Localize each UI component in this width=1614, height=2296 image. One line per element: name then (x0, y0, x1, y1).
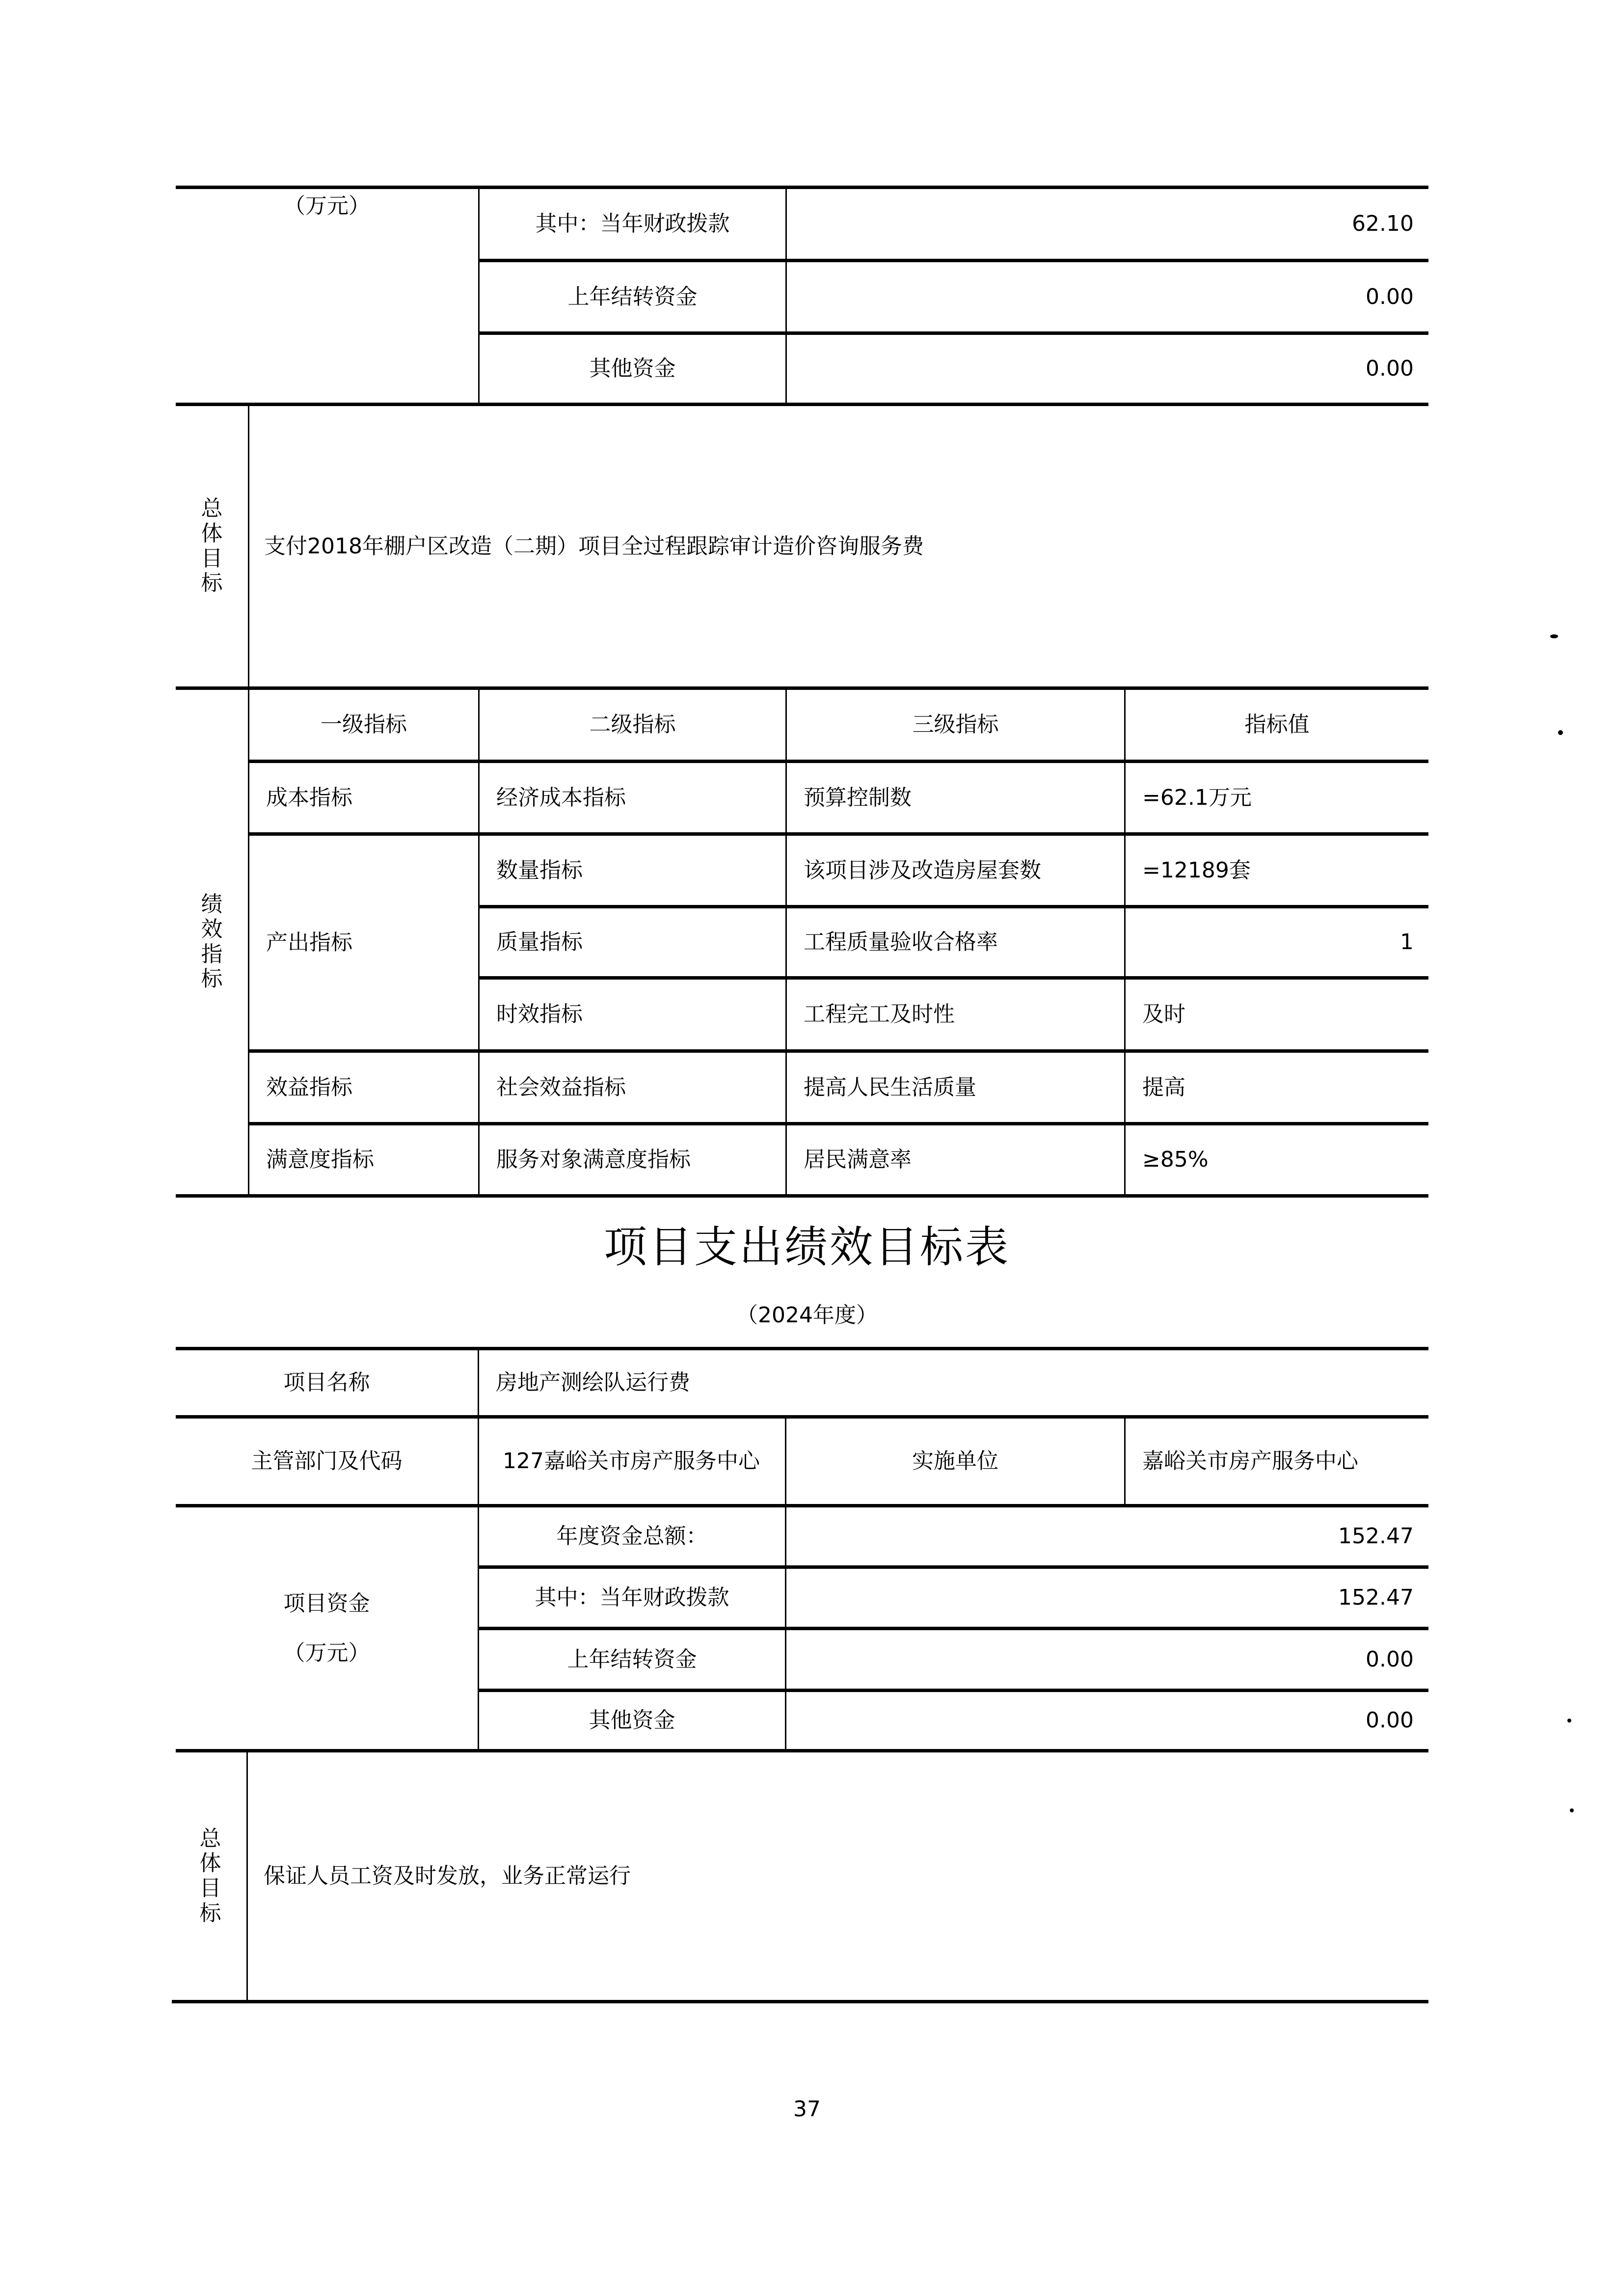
label-char: 标 (201, 571, 223, 596)
rule (479, 331, 1428, 335)
rule (248, 1049, 1428, 1053)
rule (479, 1627, 1428, 1630)
funds-row-label: 其他资金 (589, 1708, 675, 1733)
indicator-level3: 工程质量验收合格率 (804, 929, 998, 955)
indicator-level1: 产出指标 (266, 929, 352, 955)
document-title: 项目支出绩效目标表 (603, 1222, 1010, 1272)
page-number: 37 (793, 2097, 821, 2122)
label-char: 目 (199, 1876, 221, 1901)
funds-row-label: 年度资金总额： (556, 1524, 708, 1549)
funds-row-label: 上年结转资金 (567, 284, 698, 309)
indicator-level2: 数量指标 (496, 857, 583, 883)
label-char: 标 (199, 1900, 221, 1926)
indicator-level3: 该项目涉及改造房屋套数 (804, 857, 1041, 883)
dept-label: 主管部门及代码 (251, 1449, 403, 1474)
overall-goal-text: 支付2018年棚户区改造（二期）项目全过程跟踪审计造价咨询服务费 (264, 533, 924, 559)
scan-speck (1558, 730, 1563, 735)
scan-speck (1570, 1808, 1574, 1812)
label-char: 总 (201, 496, 223, 521)
funds-row-label: 其他资金 (589, 356, 676, 382)
indicator-value: =62.1万元 (1142, 785, 1252, 810)
overall-goal-text: 保证人员工资及时发放，业务正常运行 (264, 1863, 631, 1889)
funds-row-value: 0.00 (1366, 284, 1414, 309)
header-level3: 三级指标 (912, 712, 999, 738)
funds-unit-label: （万元） (284, 193, 370, 219)
funds-row-value: 152.47 (1338, 1585, 1414, 1611)
indicator-value: 提高 (1142, 1074, 1185, 1100)
rule (176, 686, 1428, 690)
indicator-level2: 服务对象满意度指标 (496, 1147, 691, 1173)
funds-row-value: 0.00 (1366, 1708, 1414, 1733)
indicator-level2: 质量指标 (496, 929, 583, 955)
rule (176, 1415, 1428, 1419)
rule (248, 760, 1428, 763)
label-char: 体 (199, 1851, 221, 1876)
funds-row-value: 152.47 (1338, 1524, 1414, 1549)
rule (479, 1565, 1428, 1569)
label-char: 指 (201, 941, 223, 967)
rule (248, 1122, 1428, 1125)
indicators-label (176, 690, 248, 1194)
rule (479, 259, 1428, 262)
scan-speck (1550, 634, 1558, 638)
rule (176, 1194, 1428, 1198)
rule (176, 1504, 1428, 1507)
scan-speck (1567, 1719, 1571, 1722)
label-char: 总 (199, 1826, 221, 1851)
indicator-level3: 居民满意率 (804, 1147, 912, 1173)
label-char: 体 (201, 520, 223, 546)
impl-unit-value: 嘉峪关市房产服务中心 (1142, 1449, 1358, 1474)
funds-unit-label: （万元） (283, 1640, 370, 1666)
indicator-value: 及时 (1142, 1002, 1185, 1027)
funds-label-block (176, 1507, 478, 1749)
header-value: 指标值 (1244, 712, 1310, 738)
project-name-label: 项目名称 (283, 1370, 370, 1395)
header-level2: 二级指标 (589, 712, 676, 738)
document-year: （2024年度） (736, 1303, 878, 1328)
rule (479, 976, 1428, 980)
funds-row-value: 62.10 (1352, 211, 1414, 237)
indicator-level2: 社会效益指标 (496, 1074, 626, 1100)
funds-row-label: 其中：当年财政拨款 (535, 1585, 729, 1611)
indicator-level3: 预算控制数 (804, 785, 912, 810)
indicator-level3: 提高人民生活质量 (804, 1074, 976, 1100)
indicator-level2: 经济成本指标 (496, 785, 626, 810)
rule (479, 905, 1428, 908)
indicator-level3: 工程完工及时性 (804, 1002, 955, 1027)
funds-row-label: 上年结转资金 (567, 1646, 697, 1672)
label-char: 效 (201, 916, 223, 942)
impl-unit-label: 实施单位 (912, 1449, 998, 1474)
funds-row-value: 0.00 (1366, 1646, 1414, 1672)
label-char: 绩 (201, 892, 223, 917)
label-char: 目 (201, 546, 223, 571)
funds-label: 项目资金 (283, 1590, 370, 1616)
overall-goal-label (174, 1752, 246, 2000)
funds-row-value: 0.00 (1366, 356, 1414, 382)
dept-value: 127嘉峪关市房产服务中心 (503, 1449, 760, 1474)
rule (176, 1749, 1428, 1752)
indicator-value: ≥85% (1142, 1147, 1209, 1173)
header-level1: 一级指标 (321, 712, 407, 738)
rule (248, 832, 1428, 836)
label-char: 标 (201, 966, 223, 992)
indicator-level1: 效益指标 (266, 1074, 352, 1100)
rule (176, 1347, 1428, 1350)
funds-row-label: 其中：当年财政拨款 (535, 211, 730, 237)
rule (176, 403, 1428, 406)
indicator-value: =12189套 (1142, 857, 1251, 883)
indicator-level2: 时效指标 (496, 1002, 583, 1027)
rule (479, 1689, 1428, 1692)
rule (176, 186, 1428, 189)
rule (172, 2000, 1428, 2003)
indicator-level1: 满意度指标 (266, 1147, 374, 1173)
overall-goal-label (176, 406, 248, 686)
indicator-value: 1 (1400, 929, 1414, 955)
project-name-value: 房地产测绘队运行费 (496, 1370, 690, 1395)
indicator-level1: 成本指标 (266, 785, 352, 810)
